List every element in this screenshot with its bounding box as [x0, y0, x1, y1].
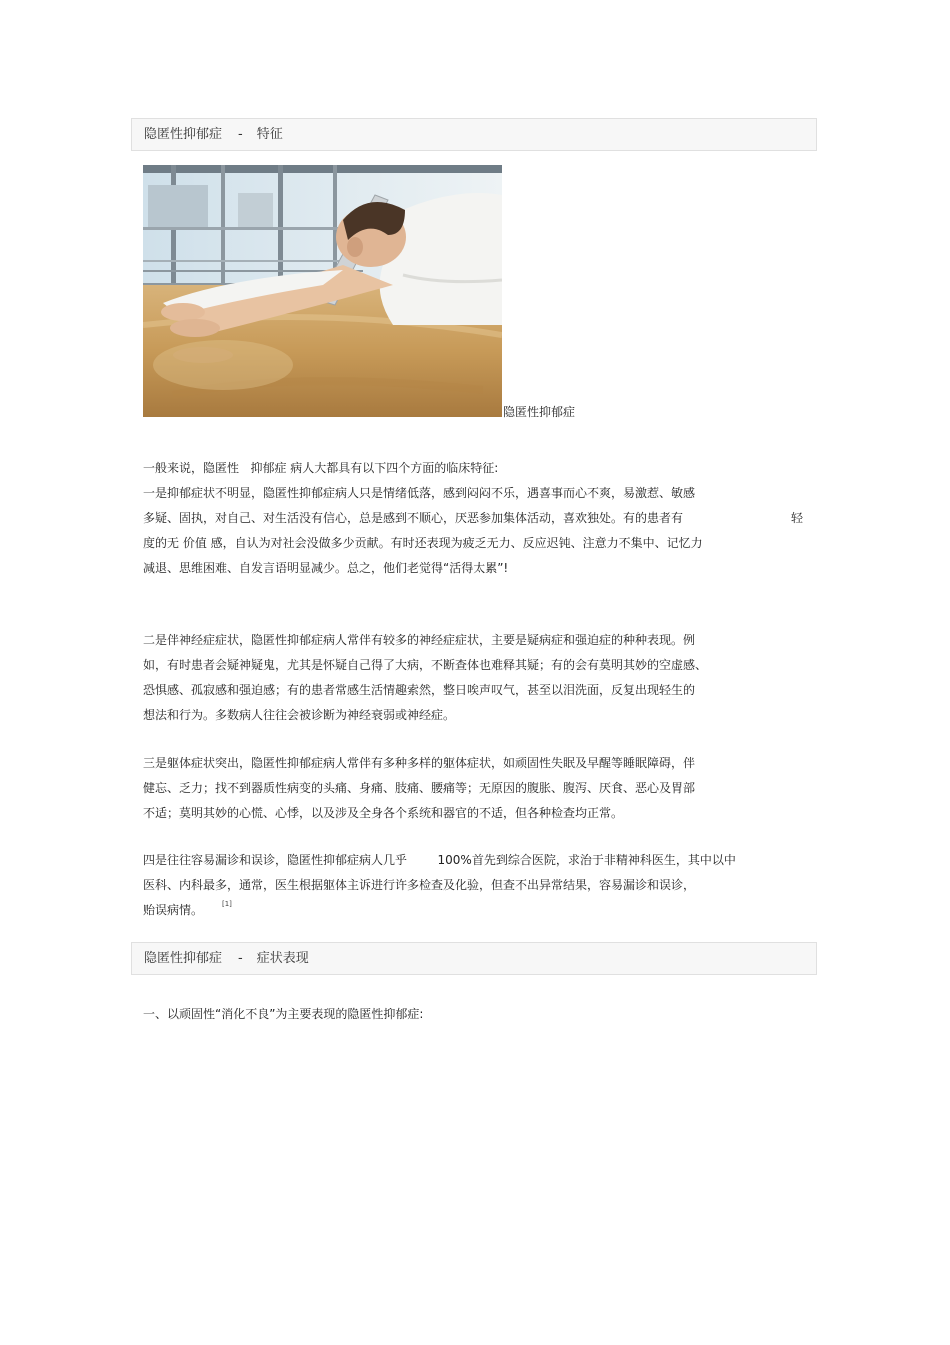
subheading-digestive: 一、以顽固性“消化不良”为主要表现的隐匿性抑郁症:	[143, 1007, 424, 1021]
paragraph-2-line: 如，有时患者会疑神疑鬼，尤其是怀疑自己得了大病，不断查体也难释其疑；有的会有莫明其妙的空虚感、	[143, 658, 708, 672]
intro-text: 一般来说，隐匿性 抑郁症 病人大都具有以下四个方面的临床特征:	[143, 461, 499, 475]
paragraph-2-line: 恐惧感、孤寂感和强迫感；有的患者常感生活情趣索然，整日唉声叹气，甚至以泪洗面，反复出现轻生的	[143, 683, 696, 697]
depressed-man-photo	[143, 165, 502, 417]
section-separator: -	[238, 127, 243, 142]
paragraph-1-line: 多疑、固执，对自己、对生活没有信心，总是感到不顺心，厌恶参加集体活动，喜欢独处。有的患者有	[143, 511, 684, 525]
paragraph-1-line: 度的无 价值 感，自认为对社会没做多少贡献。有时还表现为疲乏无力、反应迟钝、注意力不集中、记忆力	[143, 536, 703, 550]
section-separator: -	[238, 951, 243, 966]
footnote-reference[interactable]: [1]	[222, 900, 232, 908]
section-title: 隐匿性抑郁症	[144, 951, 223, 966]
paragraph-2-line: 二是伴神经症症状，隐匿性抑郁症病人常伴有较多的神经症症状，主要是疑病症和强迫症的种种表现。例	[143, 633, 696, 647]
paragraph-1-overflow-word: 轻	[791, 511, 804, 525]
paragraph-4-line: 医科、内科最多，通常，医生根据躯体主诉进行许多检查及化验，但查不出异常结果，容易漏诊和误诊，	[143, 878, 696, 892]
section-subtitle: 特征	[256, 127, 283, 142]
figure-caption: 隐匿性抑郁症	[503, 405, 576, 419]
section-subtitle: 症状表现	[256, 951, 309, 966]
section-header-symptoms	[131, 942, 817, 975]
paragraph-3-line: 不适；莫明其妙的心慌、心悸，以及涉及全身各个系统和器官的不适，但各种检查均正常。	[143, 806, 624, 820]
section-title: 隐匿性抑郁症	[144, 127, 223, 142]
paragraph-3-line: 健忘、乏力；找不到器质性病变的头痛、身痛、肢痛、腰痛等；无原因的腹胀、腹泻、厌食、恶心及胃部	[143, 781, 696, 795]
paragraph-2-line: 想法和行为。多数病人往往会被诊断为神经衰弱或神经症。	[143, 708, 456, 722]
paragraph-1-line: 一是抑郁症状不明显，隐匿性抑郁症病人只是情绪低落，感到闷闷不乐，遇喜事而心不爽，易激惹、敏感	[143, 486, 696, 500]
paragraph-3-line: 三是躯体症状突出，隐匿性抑郁症病人常伴有多种多样的躯体症状，如顽固性失眠及早醒等睡眠障碍，伴	[143, 756, 696, 770]
paragraph-4-line: 四是往往容易漏诊和误诊，隐匿性抑郁症病人几乎 100%首先到综合医院，求治于非精神科医生，其中以中	[143, 853, 736, 867]
paragraph-4-line: 贻误病情。	[143, 903, 204, 917]
photo-illustration	[143, 165, 502, 417]
section-header-features	[131, 118, 817, 151]
paragraph-1-line: 减退、思维困难、自发言语明显减少。总之，他们老觉得“活得太累”!	[143, 561, 509, 575]
